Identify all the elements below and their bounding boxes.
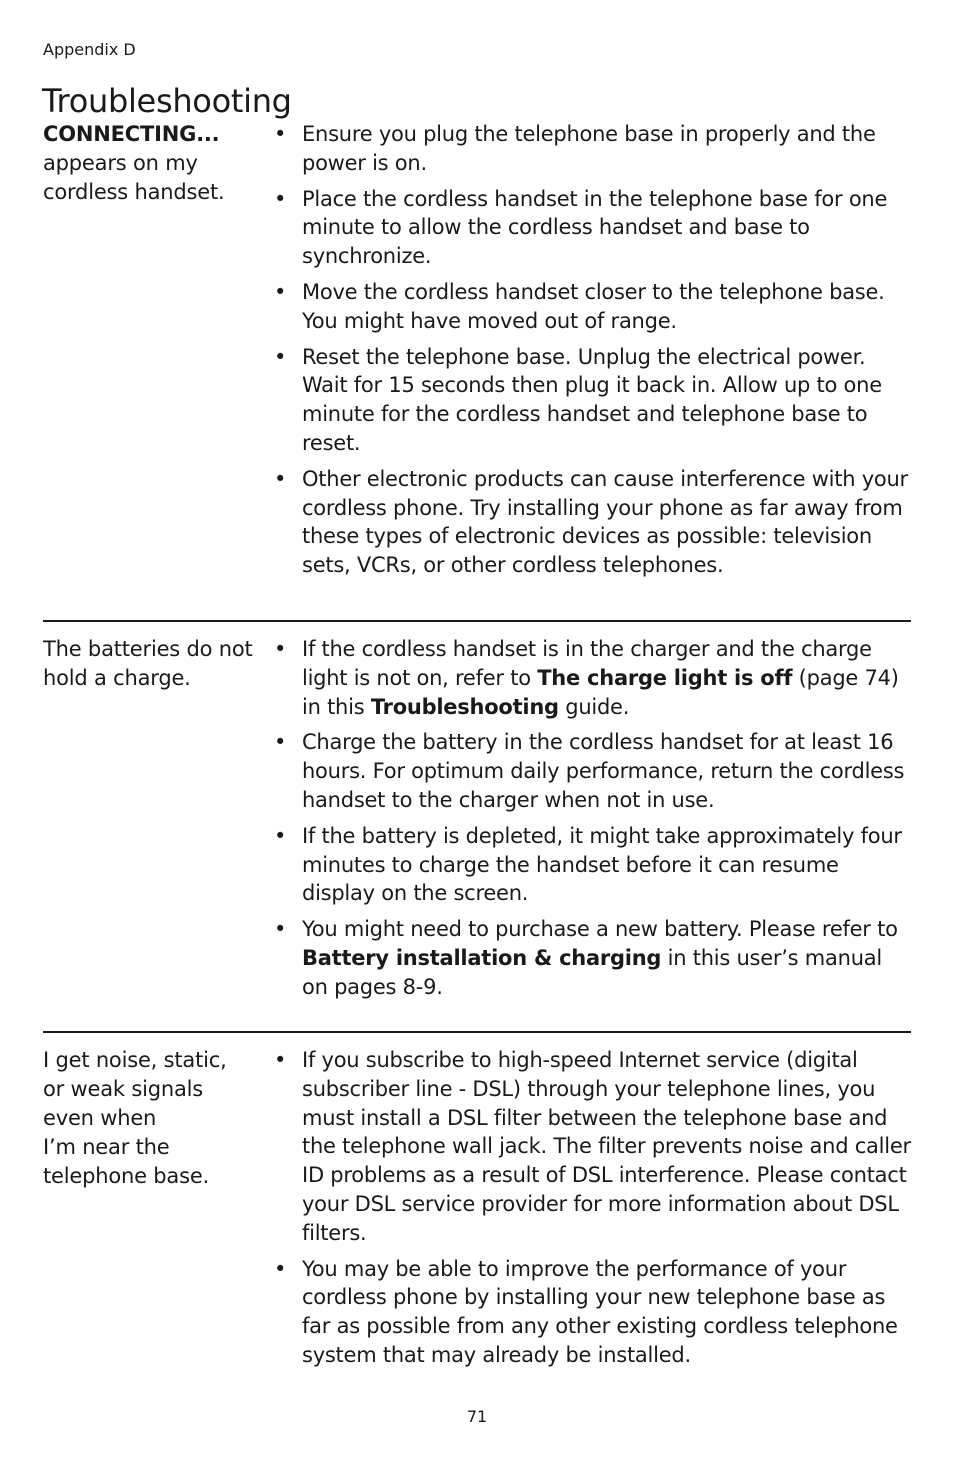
page-title: Troubleshooting [42, 82, 292, 121]
symptom-connecting [43, 120, 268, 207]
solution-item: • If the battery is depleted, it might take approximately four minutes to charge the handset before it can resume display on the screen. [274, 822, 914, 908]
appendix-label: Appendix D [43, 40, 136, 59]
solution-list [274, 1046, 914, 1377]
solution-item: • Other electronic products can cause interference with your cordless phone. Try installing your phone as far away from these types of electronic devices as possible: television sets, VCRs, or other cordless telephones. [274, 465, 914, 580]
symptom-text: appears on my cordless handset. [43, 151, 225, 204]
solution-item: • If the cordless handset is in the charger and the charge light is not on, refer to The charge light is off (page 74) in this Troubleshooting guide. [274, 635, 914, 721]
symptom-batteries: The batteries do not hold a charge. [43, 637, 253, 690]
solution-item: • Reset the telephone base. Unplug the electrical power. Wait for 15 seconds then plug it back in. Allow up to one minute for the cordless handset and telephone base to reset. [274, 343, 914, 458]
solution-item: • You might need to purchase a new battery. Please refer to Battery installation & charging in this user’s manual on pages 8-9. [274, 915, 914, 1001]
solution-item: • Place the cordless handset in the telephone base for one minute to allow the cordless handset and base to synchronize. [274, 185, 914, 271]
cross-reference-link[interactable]: Battery installation & charging [302, 945, 662, 970]
page-number: 71 [466, 1407, 488, 1426]
solution-item: • You may be able to improve the performance of your cordless phone by installing your new telephone base as far as possible from any other existing cordless telephone system that may already be installed. [274, 1255, 914, 1370]
solution-list [274, 635, 914, 1009]
solution-item: • Charge the battery in the cordless handset for at least 16 hours. For optimum daily performance, return the cordless handset to the charger when not in use. [274, 728, 914, 814]
section-divider [43, 620, 911, 622]
solution-item: • Ensure you plug the telephone base in properly and the power is on. [274, 120, 914, 178]
solution-item: • If you subscribe to high-speed Internet service (digital subscriber line - DSL) through your telephone lines, you must install a DSL filter between the telephone base and the telephone wall jack. The filter prevents noise and caller ID problems as a result of DSL interference. Please contact your DSL service provider for more information about DSL filters. [274, 1046, 914, 1248]
symptom-noise: I get noise, static, or weak signals even when I’m near the telephone base. [43, 1048, 227, 1188]
symptom-status-text: CONNECTING... [43, 122, 220, 146]
solution-item: • Move the cordless handset closer to the telephone base. You might have moved out of range. [274, 278, 914, 336]
cross-reference-link[interactable]: The charge light is off [537, 665, 793, 690]
section-divider [43, 1031, 911, 1033]
cross-reference-guide[interactable]: Troubleshooting [370, 694, 559, 719]
solution-list [274, 120, 914, 587]
